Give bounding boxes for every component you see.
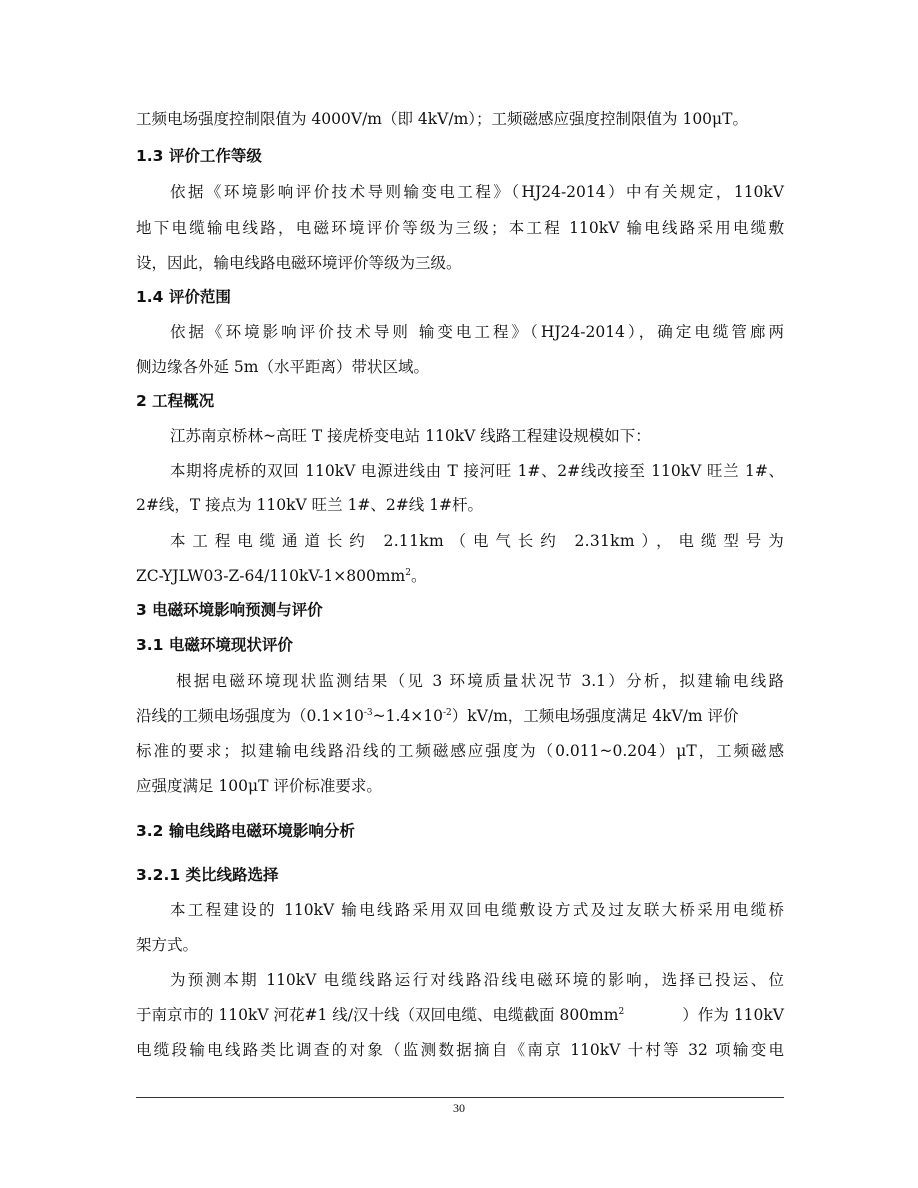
superscript: 2 xyxy=(405,567,411,578)
paragraph-line: 2#线，T 接点为 110kV 旺兰 1#、2#线 1#杆。 xyxy=(136,496,484,514)
text-segment: 于南京市的 110kV 河花#1 线/汉十线（双回电缆、电缆截面 800mm xyxy=(136,1006,619,1024)
section-heading-3-2-1: 3.2.1 类比线路选择 xyxy=(136,866,279,884)
paragraph-line: 本期将虎桥的双回 110kV 电源进线由 T 接河旺 1#、2#线改接至 110kV 旺兰 1#、 xyxy=(170,462,784,480)
superscript: 2 xyxy=(618,1006,625,1017)
paragraph-line: 架方式。 xyxy=(136,936,199,954)
paragraph-line: 应强度满足 100μT 评价标准要求。 xyxy=(136,777,382,795)
section-heading-1-3: 1.3 评价工作等级 xyxy=(136,147,262,165)
punctuation: 。 xyxy=(410,567,427,585)
superscript: -2 xyxy=(443,707,452,718)
section-heading-2: 2 工程概况 xyxy=(136,392,215,410)
paragraph-line xyxy=(136,1005,784,1025)
paragraph-line: 设，因此，输电线路电磁环境评价等级为三级。 xyxy=(136,254,462,272)
paragraph-line: 依据《环境影响评价技术导则输变电工程》（HJ24-2014）中有关规定，110kV xyxy=(170,183,784,201)
paragraph-line: 江苏南京桥林~高旺 T 接虎桥变电站 110kV 线路工程建设规模如下： xyxy=(170,427,651,445)
text-segment: ）kV/m，工频电场强度满足 4kV/m 评价 xyxy=(451,707,739,725)
cable-model-text: ZC-YJLW03-Z-64/110kV-1×800mm xyxy=(136,567,406,585)
paragraph-line: 本工程电缆通道长约 2.11km（电气长约 2.31km），电缆型号为 xyxy=(170,532,784,550)
paragraph-line xyxy=(136,566,784,586)
section-heading-3-1: 3.1 电磁环境现状评价 xyxy=(136,636,293,654)
text-segment: ~1.4×10 xyxy=(372,707,444,725)
paragraph-line: 标准的要求；拟建输电线路沿线的工频磁感应强度为（0.011~0.204）μT，工频磁感 xyxy=(136,742,784,760)
text-segment xyxy=(136,1005,624,1025)
paragraph-line: 侧边缘各外延 5m（水平距离）带状区域。 xyxy=(136,358,429,376)
paragraph-line: 地下电缆输电线路，电磁环境评价等级为三级；本工程 110kV 输电线路采用电缆敷 xyxy=(136,219,784,237)
section-heading-3-2: 3.2 输电线路电磁环境影响分析 xyxy=(136,822,355,840)
paragraph-line: 工频电场强度控制限值为 4000V/m（即 4kV/m）；工频磁感应强度控制限值为 100μT。 xyxy=(136,110,748,128)
section-heading-1-4: 1.4 评价范围 xyxy=(136,288,231,306)
paragraph-line: 为预测本期 110kV 电缆线路运行对线路沿线电磁环境的影响，选择已投运、位 xyxy=(170,971,784,989)
paragraph-line: 根据电磁环境现状监测结果（见 3 环境质量状况节 3.1）分析，拟建输电线路 xyxy=(176,672,784,690)
superscript: -3 xyxy=(363,707,373,718)
paragraph-line: 电缆段输电线路类比调查的对象（监测数据摘自《南京 110kV 十村等 32 项输变电 xyxy=(136,1041,784,1059)
paragraph-line xyxy=(136,706,784,726)
section-heading-3: 3 电磁环境影响预测与评价 xyxy=(136,601,323,619)
footer-rule xyxy=(136,1097,784,1098)
text-segment: ）作为 110kV xyxy=(682,1006,784,1024)
page-number: 30 xyxy=(453,1101,465,1115)
paragraph-line: 依据《环境影响评价技术导则 输变电工程》（HJ24-2014），确定电缆管廊两 xyxy=(170,323,784,341)
text-segment: 沿线的工频电场强度为（0.1×10 xyxy=(136,707,364,725)
paragraph-line: 本工程建设的 110kV 输电线路采用双回电缆敷设方式及过友联大桥采用电缆桥 xyxy=(170,901,784,919)
